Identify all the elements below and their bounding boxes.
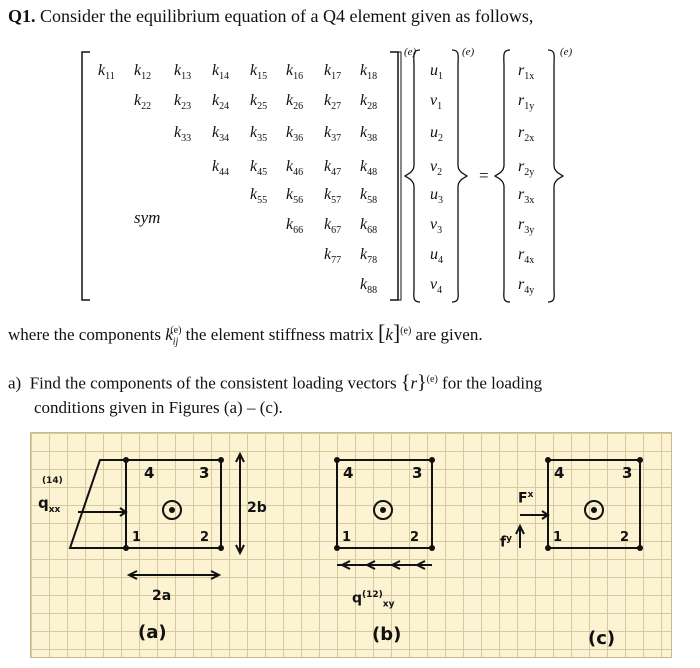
matrix-entry-k13: $k_{13}$: [174, 62, 192, 83]
matrix-entry-k17: $k_{17}$: [324, 62, 342, 83]
fig-a-node-2: 2: [200, 530, 210, 545]
where-text: where the components $k_{ij}^{(e)}$ the element stiffness matrix $[k]^{(e)}$ are given.: [8, 320, 483, 348]
matrix-entry-k44: $k_{44}$: [212, 158, 230, 179]
load-r4x: $r_{4x}$: [518, 246, 535, 267]
fig-a-caption: (a): [138, 622, 167, 643]
fig-a-node-3: 3: [199, 464, 210, 482]
displacement-u1: $u_1$: [430, 62, 443, 83]
fig-b-node-3: 3: [412, 464, 423, 482]
fig-b-caption: (b): [372, 624, 402, 645]
matrix-entry-k58: $k_{58}$: [360, 186, 378, 207]
fig-c-caption: (c): [588, 628, 616, 649]
where-prefix: where the components: [8, 325, 161, 344]
fig-c-force2-label: $f^y$: [500, 534, 512, 551]
fig-a-height-label: 2b: [247, 500, 267, 516]
fig-a-width-label: 2a: [152, 588, 172, 604]
matrix-entry-k24: $k_{24}$: [212, 92, 230, 113]
displacement-u4: $u_4$: [430, 246, 443, 267]
matrix-entry-k57: $k_{57}$: [324, 186, 342, 207]
matrix-entry-k35: $k_{35}$: [250, 124, 268, 145]
load-r2x: $r_{2x}$: [518, 124, 535, 145]
load-r3x: $r_{3x}$: [518, 186, 535, 207]
displacement-u2: $u_2$: [430, 124, 443, 145]
matrix-entry-k56: $k_{56}$: [286, 186, 304, 207]
matrix-entry-k66: $k_{66}$: [286, 216, 304, 237]
displacement-v1: $v_1$: [430, 92, 443, 113]
where-suffix: are given.: [415, 325, 483, 344]
matrix-entry-k26: $k_{26}$: [286, 92, 304, 113]
matrix-entry-k34: $k_{34}$: [212, 124, 230, 145]
load-r1y: $r_{1y}$: [518, 92, 535, 113]
equals-sign: =: [479, 166, 489, 185]
displacement-v3: $v_3$: [430, 216, 443, 237]
sym-label: sym: [134, 208, 161, 227]
where-middle: the element stiffness matrix: [185, 325, 374, 344]
matrix-entry-k38: $k_{38}$: [360, 124, 378, 145]
displacement-u3: $u_3$: [430, 186, 443, 207]
matrix-entry-k11: $k_{11}$: [98, 62, 115, 83]
fig-a-load-sup: (14): [42, 476, 63, 486]
matrix-entry-k55: $k_{55}$: [250, 186, 268, 207]
matrix-entry-k14: $k_{14}$: [212, 62, 230, 83]
disp-superscript: (e): [462, 46, 475, 58]
matrix-entry-k23: $k_{23}$: [174, 92, 192, 113]
matrix-entry-k46: $k_{46}$: [286, 158, 304, 179]
load-r1x: $r_{1x}$: [518, 62, 535, 83]
matrix-entry-k27: $k_{27}$: [324, 92, 342, 113]
question-number: Q1.: [8, 6, 36, 26]
fig-b-node-1: 1: [342, 530, 352, 545]
matrix-entry-k22: $k_{22}$: [134, 92, 152, 113]
fig-c-node-1: 1: [553, 530, 563, 545]
matrix-entry-k12: $k_{12}$: [134, 62, 152, 83]
matrix-entry-k77: $k_{77}$: [324, 246, 342, 267]
load-superscript: (e): [560, 46, 573, 58]
fig-a-node-1: 1: [132, 530, 142, 545]
matrix-entry-k37: $k_{37}$: [324, 124, 342, 145]
fig-a-load-label: $q_{xx}$: [38, 494, 61, 515]
load-r3y: $r_{3y}$: [518, 216, 535, 237]
matrix-entry-k18: $k_{18}$: [360, 62, 378, 83]
matrix-entry-k68: $k_{68}$: [360, 216, 378, 237]
matrix-entry-k33: $k_{33}$: [174, 124, 192, 145]
matrix-superscript: (e): [404, 46, 417, 58]
part-a-line1: Find the components of the consistent loading vectors: [29, 373, 397, 393]
displacement-v2: $v_2$: [430, 158, 443, 179]
matrix-entry-k16: $k_{16}$: [286, 62, 304, 83]
part-a: a) Find the components of the consistent loading vectors $\{r\}^{(e)}$ for the loading conditions given in Figures (a) – (c).: [8, 371, 543, 417]
matrix-entry-k15: $k_{15}$: [250, 62, 268, 83]
displacement-v4: $v_4$: [430, 276, 443, 297]
matrix-entry-k78: $k_{78}$: [360, 246, 378, 267]
matrix-entry-k45: $k_{45}$: [250, 158, 268, 179]
fig-b-node-2: 2: [410, 530, 420, 545]
load-r2y: $r_{2y}$: [518, 158, 535, 179]
fig-b-node-4: 4: [343, 464, 354, 482]
fig-c-node-3: 3: [622, 464, 633, 482]
matrix-entry-k28: $k_{28}$: [360, 92, 378, 113]
fig-c-node-4: 4: [554, 464, 565, 482]
matrix-entry-k88: $k_{88}$: [360, 276, 378, 297]
question-text: Consider the equilibrium equation of a Q4 element given as follows,: [40, 6, 534, 26]
fig-b-load-label: $q^{(12)}_{xy}$: [352, 590, 395, 610]
matrix-entry-k47: $k_{47}$: [324, 158, 342, 179]
part-a-line1-end: for the loading: [442, 373, 543, 393]
matrix-entry-k48: $k_{48}$: [360, 158, 378, 179]
fig-a-node-4: 4: [144, 464, 155, 482]
matrix-entry-k25: $k_{25}$: [250, 92, 268, 113]
fig-c-force-label: $F^x$: [518, 490, 534, 507]
matrix-entry-k36: $k_{36}$: [286, 124, 304, 145]
fig-c-node-2: 2: [620, 530, 630, 545]
load-r4y: $r_{4y}$: [518, 276, 535, 297]
part-a-label: a): [8, 373, 22, 393]
matrix-entry-k67: $k_{67}$: [324, 216, 342, 237]
part-a-line2: conditions given in Figures (a) – (c).: [34, 397, 283, 417]
